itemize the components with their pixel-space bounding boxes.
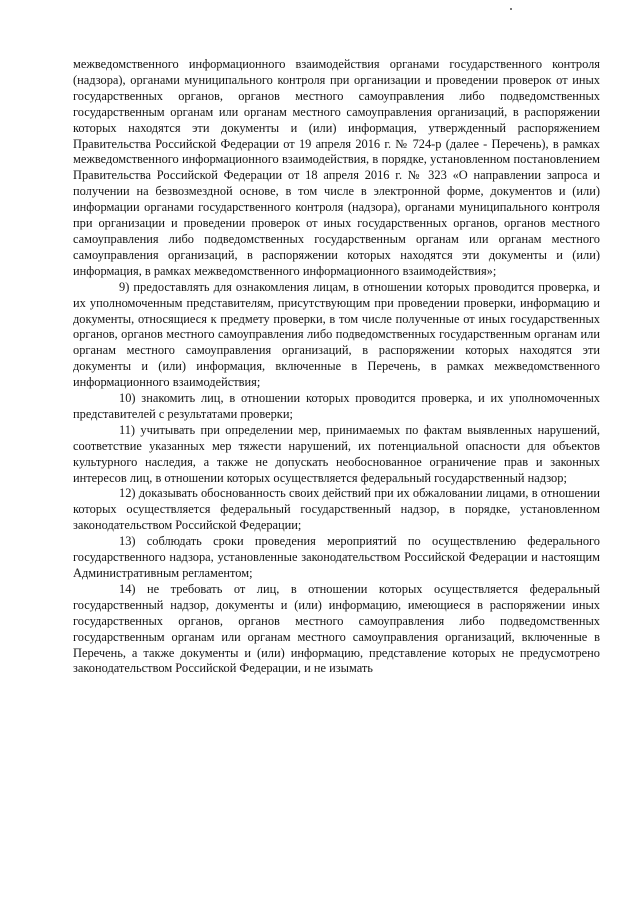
paragraph-item-13: 13) соблюдать сроки проведения мероприятий по осуществлению федерального государственного надзора, установленные законодательством Российской Федерации и настоящим Административным регламентом; <box>73 534 600 580</box>
scan-speck <box>510 8 512 10</box>
paragraph-continuation: межведомственного информационного взаимодействия органами государственного контроля (надзора), органами муниципального контроля при организации и проведении проверок от иных государственных органов, органов местного самоуправления либо подведомственных государственным органам или органам местного самоуправления организаций, в распоряжении которых находятся эти документы и (или) информация, утвержденный распоряжением Правительства Российской Федерации от 19 апреля 2016 г. № 724-р (далее - Перечень), в рамках межведомственного информационного взаимодействия, в порядке, установленном постановлением Правительства Российской Федерации от 18 апреля 2016 г. № 323 «О направлении запроса и получении на безвозмездной основе, в том числе в электронной форме, документов и (или) информации органами государственного контроля (надзора), органами муниципального контроля при организации и проведении проверок от иных государственных органов, органов местного самоуправления либо подведомственных государственным органам или органам местного самоуправления организаций, в распоряжении которых находятся эти документы и (или) информация, в рамках межведомственного информационного взаимодействия»; <box>73 57 600 278</box>
document-body <box>73 57 600 677</box>
paragraph-item-10: 10) знакомить лиц, в отношении которых проводится проверка, и их уполномоченных представителей с результатами проверки; <box>73 391 600 421</box>
paragraph-item-12: 12) доказывать обоснованность своих действий при их обжаловании лицами, в отношении которых осуществляется федеральный государственный надзор, в порядке, установленном законодательством Российской Федерации; <box>73 486 600 533</box>
paragraph-item-14: 14) не требовать от лиц, в отношении которых осуществляется федеральный государственный надзор, документы и (или) информацию, имеющиеся в распоряжении иных государственных органов, органов местного самоуправления либо подведомственных государственным органам или органам местного самоуправления организаций, включенные в Перечень, а также документы и (или) информацию, представление которых не предусмотрено законодательством Российской Федерации, и не изымать <box>73 581 600 676</box>
paragraph-item-11: 11) учитывать при определении мер, принимаемых по фактам выявленных нарушений, соответствие указанных мер тяжести нарушений, их потенциальной опасности для объектов культурного наследия, а также не допускать необоснованное ограничение прав и законных интересов лиц, в отношении которых осуществляется федеральный государственный надзор; <box>73 422 600 485</box>
paragraph-item-9: 9) предоставлять для ознакомления лицам, в отношении которых проводится проверка, и их уполномоченным представителям, присутствующим при проведении проверки, информацию и документы, относящиеся к предмету проверки, в том числе полученные от иных государственных органов, органов местного самоуправления либо подведомственных государственным органам или органам местного самоуправления организаций, в распоряжении которых находятся эти документы и (или) информация, включенные в Перечень, в рамках межведомственного информационного взаимодействия; <box>73 279 600 390</box>
